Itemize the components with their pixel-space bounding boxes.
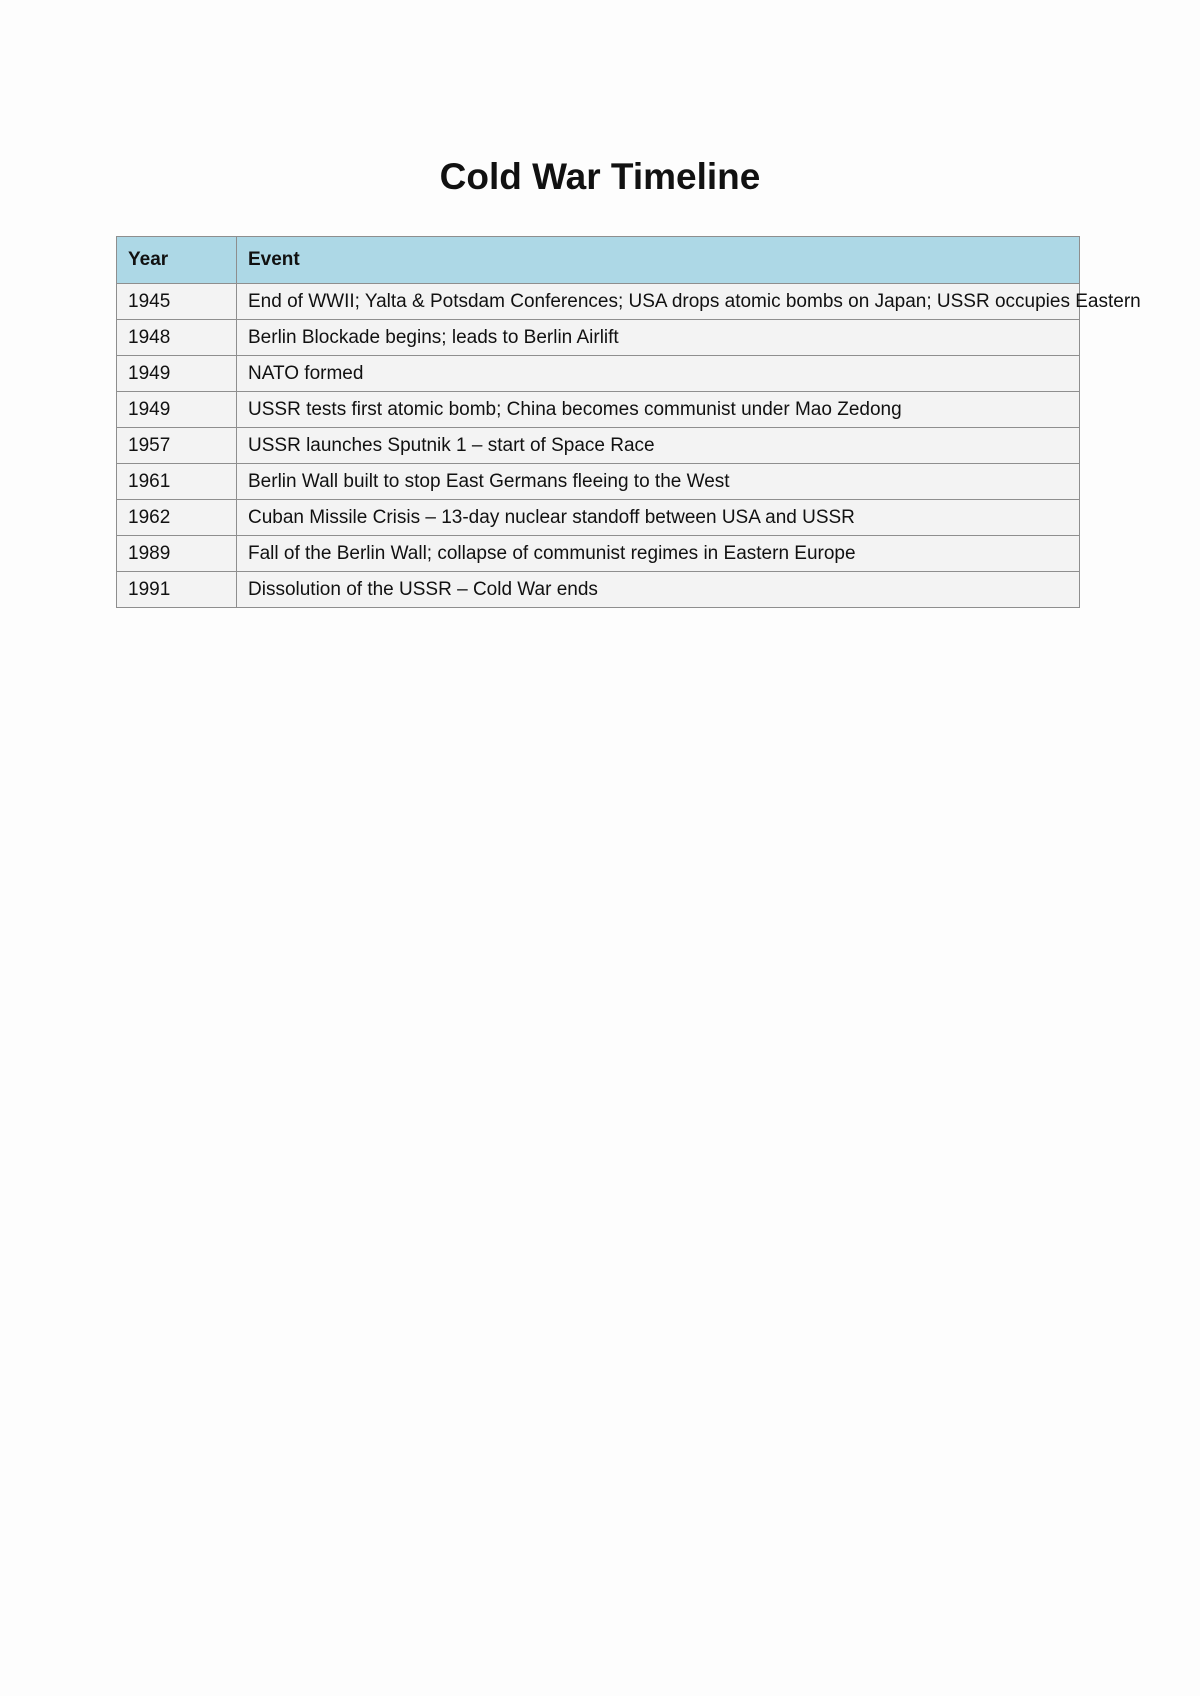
year-cell: 1949 — [117, 356, 237, 392]
column-header-event: Event — [237, 237, 1080, 284]
table-row — [117, 428, 1080, 464]
year-cell: 1961 — [117, 464, 237, 500]
year-cell: 1989 — [117, 536, 237, 572]
table-row — [117, 392, 1080, 428]
event-cell: USSR launches Sputnik 1 – start of Space Race — [237, 428, 1080, 464]
year-cell: 1991 — [117, 572, 237, 608]
event-cell: NATO formed — [237, 356, 1080, 392]
event-cell: Cuban Missile Crisis – 13-day nuclear standoff between USA and USSR — [237, 500, 1080, 536]
timeline-table — [116, 236, 1141, 608]
event-cell: Berlin Wall built to stop East Germans fleeing to the West — [237, 464, 1080, 500]
year-cell: 1945 — [117, 284, 237, 320]
table-header-row — [117, 237, 1080, 284]
event-cell: Dissolution of the USSR – Cold War ends — [237, 572, 1080, 608]
year-cell: 1962 — [117, 500, 237, 536]
table-row — [117, 320, 1080, 356]
table-row — [117, 500, 1080, 536]
table-row — [117, 536, 1080, 572]
event-cell: USSR tests first atomic bomb; China becomes communist under Mao Zedong — [237, 392, 1080, 428]
column-header-year: Year — [117, 237, 237, 284]
table-row — [117, 284, 1080, 320]
year-cell: 1957 — [117, 428, 237, 464]
table-row — [117, 572, 1080, 608]
event-cell: Berlin Blockade begins; leads to Berlin Airlift — [237, 320, 1080, 356]
event-cell: Fall of the Berlin Wall; collapse of communist regimes in Eastern Europe — [237, 536, 1080, 572]
table-row — [117, 356, 1080, 392]
event-cell: End of WWII; Yalta & Potsdam Conferences; USA drops atomic bombs on Japan; USSR occupies Eastern — [237, 284, 1080, 320]
page-title: Cold War Timeline — [439, 156, 761, 197]
year-cell: 1949 — [117, 392, 237, 428]
year-cell: 1948 — [117, 320, 237, 356]
table-row — [117, 464, 1080, 500]
